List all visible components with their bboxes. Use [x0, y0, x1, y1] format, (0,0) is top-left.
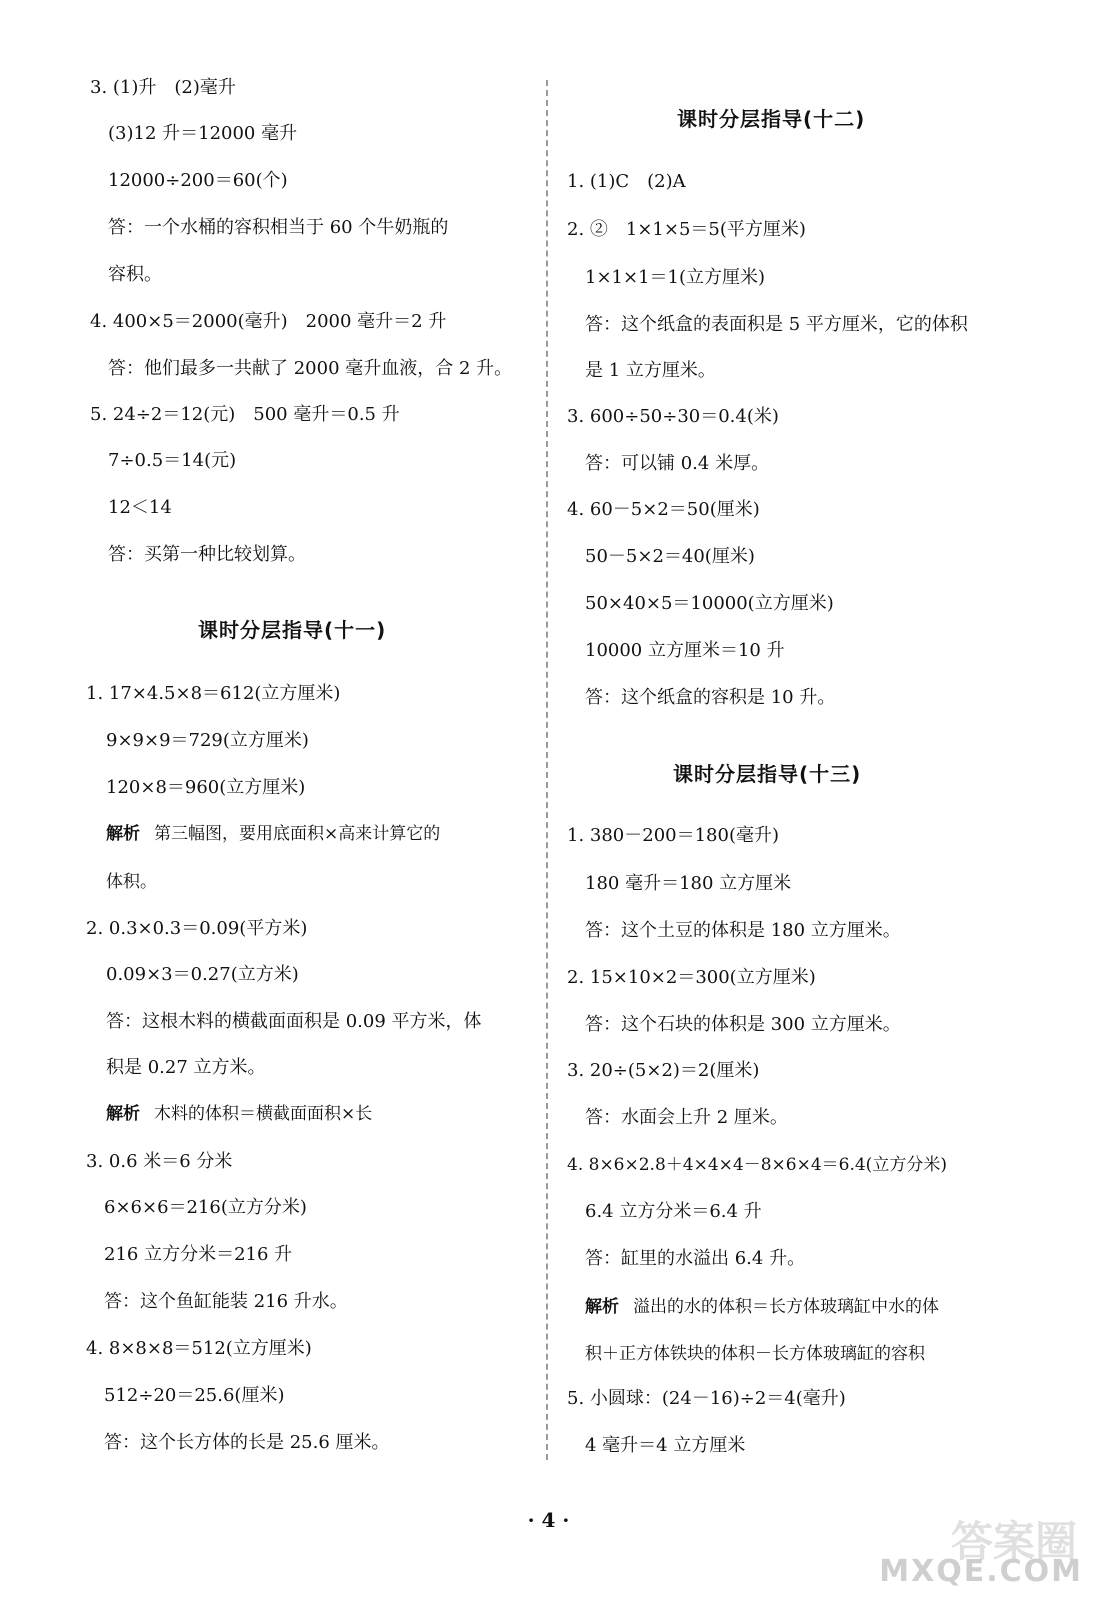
answer-line: 是 1 立方厘米。 [585, 360, 716, 381]
answer-line: 答：缸里的水溢出 6.4 升。 [585, 1248, 806, 1269]
section-heading: 课时分层指导(十二) [677, 107, 866, 131]
answer-line: 9×9×9＝729(立方厘米) [106, 730, 309, 751]
answer-line: 5. 24÷2＝12(元) 500 毫升＝0.5 升 [90, 404, 400, 425]
answer-line: 12000÷200＝60(个) [108, 170, 288, 191]
section-heading: 课时分层指导(十一) [198, 618, 387, 642]
answer-line: 2. ② 1×1×5＝5(平方厘米) [567, 219, 806, 240]
answer-line: 答：一个水桶的容积相当于 60 个牛奶瓶的 [108, 217, 449, 238]
answer-line: 3. (1)升 (2)毫升 [90, 77, 236, 98]
answer-line: 10000 立方厘米＝10 升 [585, 640, 785, 661]
analysis-tag: 解析 [106, 824, 140, 844]
answer-line: 3. 0.6 米＝6 分米 [86, 1151, 233, 1172]
answer-line: 1×1×1＝1(立方厘米) [585, 267, 766, 288]
answer-line: 4. 8×6×2.8＋4×4×4－8×6×4＝6.4(立方分米) [567, 1155, 947, 1175]
answer-line: 答：这个石块的体积是 300 立方厘米。 [585, 1014, 901, 1035]
answer-line: 512÷20＝25.6(厘米) [104, 1385, 285, 1406]
analysis-line: 积＋正方体铁块的体积－长方体玻璃缸的容积 [585, 1344, 925, 1364]
answer-line: 答：这个长方体的长是 25.6 厘米。 [104, 1432, 390, 1453]
answer-line: 4. 8×8×8＝512(立方厘米) [86, 1338, 312, 1359]
answer-line: 3. 20÷(5×2)＝2(厘米) [567, 1060, 760, 1081]
analysis-line [106, 1102, 372, 1126]
answer-line: 1. 17×4.5×8＝612(立方厘米) [86, 683, 341, 704]
page-number: · 4 · [527, 1508, 570, 1532]
answer-line: 50×40×5＝10000(立方厘米) [585, 593, 834, 614]
answer-line: 积是 0.27 立方米。 [106, 1057, 266, 1078]
analysis-line: 体积。 [106, 872, 157, 892]
answer-line: 1. (1)C (2)A [567, 171, 686, 192]
answer-line: 答：买第一种比较划算。 [108, 544, 306, 565]
answer-line: 答：他们最多一共献了 2000 毫升血液，合 2 升。 [108, 358, 513, 379]
answer-line: 0.09×3＝0.27(立方米) [106, 964, 299, 985]
answer-line: 2. 0.3×0.3＝0.09(平方米) [86, 918, 308, 939]
analysis-line [585, 1295, 939, 1319]
analysis-text: 溢出的水的体积＝长方体玻璃缸中水的体 [633, 1297, 939, 1317]
watermark-logo [879, 1509, 1083, 1589]
column-divider [546, 80, 548, 1460]
answer-line: 216 立方分米＝216 升 [104, 1244, 293, 1265]
answer-line: 6.4 立方分米＝6.4 升 [585, 1201, 762, 1222]
watermark-han: 答案圈 [950, 1517, 1077, 1566]
answer-line: 5. 小圆球：(24－16)÷2＝4(毫升) [567, 1388, 846, 1409]
analysis-line [106, 822, 440, 846]
section-heading: 课时分层指导(十三) [673, 762, 862, 786]
analysis-text: 木料的体积＝横截面面积×长 [154, 1104, 373, 1124]
answer-line: 6×6×6＝216(立方分米) [104, 1197, 307, 1218]
answer-line: 50－5×2＝40(厘米) [585, 546, 755, 567]
answer-line: 答：这个鱼缸能装 216 升水。 [104, 1291, 348, 1312]
answer-line: 7÷0.5＝14(元) [108, 450, 237, 471]
analysis-tag: 解析 [585, 1297, 619, 1317]
answer-line: 答：水面会上升 2 厘米。 [585, 1107, 788, 1128]
answer-line: 4. 60－5×2＝50(厘米) [567, 499, 760, 520]
answer-line: 答：这个土豆的体积是 180 立方厘米。 [585, 920, 901, 941]
answer-line: 12＜14 [108, 497, 172, 518]
answer-line: 180 毫升＝180 立方厘米 [585, 873, 792, 894]
answer-line: 3. 600÷50÷30＝0.4(米) [567, 406, 779, 427]
answer-line: 120×8＝960(立方厘米) [106, 777, 306, 798]
answer-line: 4 毫升＝4 立方厘米 [585, 1435, 746, 1456]
answer-line: 2. 15×10×2＝300(立方厘米) [567, 967, 816, 988]
answer-line: 答：这个纸盒的容积是 10 升。 [585, 687, 836, 708]
answer-line: 容积。 [108, 264, 162, 285]
answer-line: (3)12 升＝12000 毫升 [108, 123, 298, 144]
answer-line: 4. 400×5＝2000(毫升) 2000 毫升＝2 升 [90, 311, 447, 332]
answer-line: 答：可以铺 0.4 米厚。 [585, 453, 770, 474]
answer-line: 1. 380－200＝180(毫升) [567, 825, 780, 846]
watermark-latin: MXQE.COM [879, 1554, 1083, 1589]
analysis-tag: 解析 [106, 1104, 140, 1124]
analysis-text: 第三幅图，要用底面积×高来计算它的 [154, 824, 441, 844]
answer-line: 答：这个纸盒的表面积是 5 平方厘米，它的体积 [585, 314, 968, 335]
answer-line: 答：这根木料的横截面面积是 0.09 平方米，体 [106, 1011, 482, 1032]
